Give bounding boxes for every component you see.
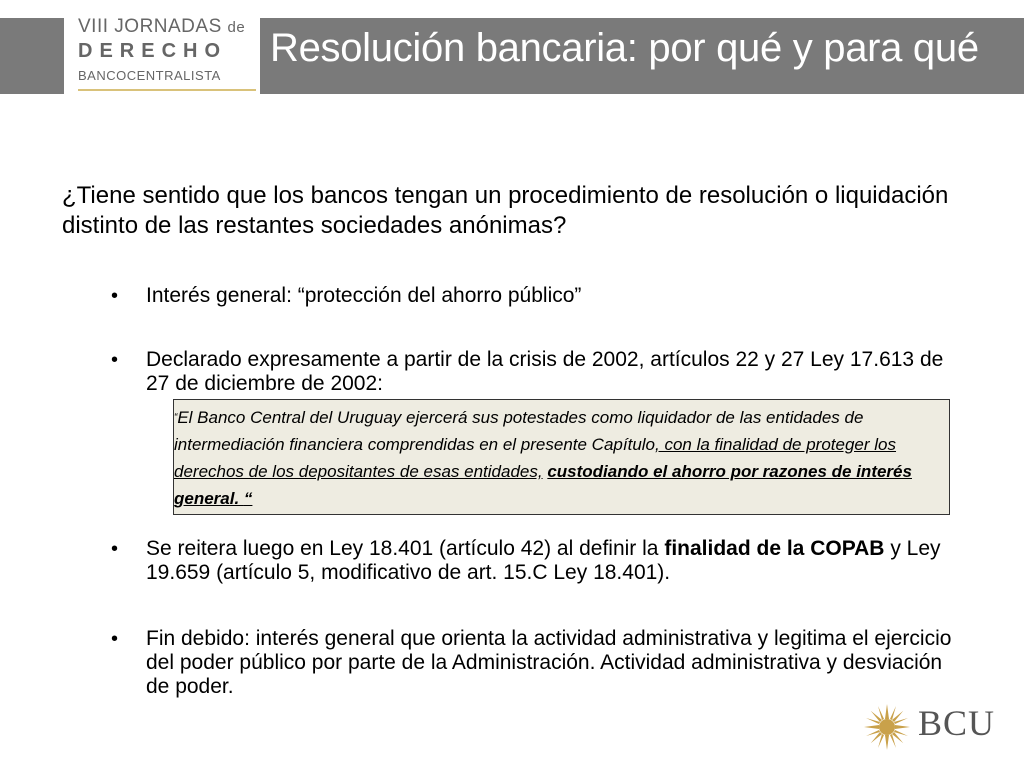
bullet-item: Fin debido: interés general que orienta la actividad administrativa y legitima el ejercicio del poder público por parte de la Administración. Actividad administrativa y desviación de poder. [146, 627, 952, 698]
slide-title: Resolución bancaria: por qué y para qué [270, 26, 979, 70]
bullet-item: Interés general: “protección del ahorro público” [146, 284, 582, 307]
question-text: ¿Tiene sentido que los bancos tengan un procedimiento de resolución o liquidación distinto de las restantes sociedades anónimas? [62, 182, 949, 239]
bullet-marker: • [111, 538, 119, 560]
bcu-logo [860, 698, 1010, 756]
logo-line-3: BANCOCENTRALISTA [78, 68, 221, 83]
bullet-marker: • [111, 285, 119, 307]
bcu-logo-text: BCU [918, 703, 996, 743]
bullet-item: Se reitera luego en Ley 18.401 (artículo 42) al definir la finalidad de la COPAB y Ley 19.659 (artículo 5, modificativo de art. 15.C Ley 18.401). [146, 537, 941, 584]
logo-line-2: DERECHO [78, 40, 228, 62]
quote-box [173, 399, 950, 515]
quote-text: “El Banco Central del Uruguay ejercerá sus potestades como liquidador de las entidades de intermediación financiera comprendidas en el presente Capítulo, con la finalidad de proteger los derechos de los depositantes de esas entidades, custodiando el ahorro por razones de interés general. “ [174, 408, 912, 508]
jornadas-logo [64, 8, 260, 96]
logo-line-1: VIII JORNADAS de [78, 16, 246, 37]
sun-icon [862, 702, 912, 752]
bullet-item: Declarado expresamente a partir de la crisis de 2002, artículos 22 y 27 Ley 17.613 de 27 de diciembre de 2002: [146, 348, 944, 395]
bullet-marker: • [111, 628, 119, 650]
logo-rule [78, 89, 256, 91]
bullet-marker: • [111, 349, 119, 371]
